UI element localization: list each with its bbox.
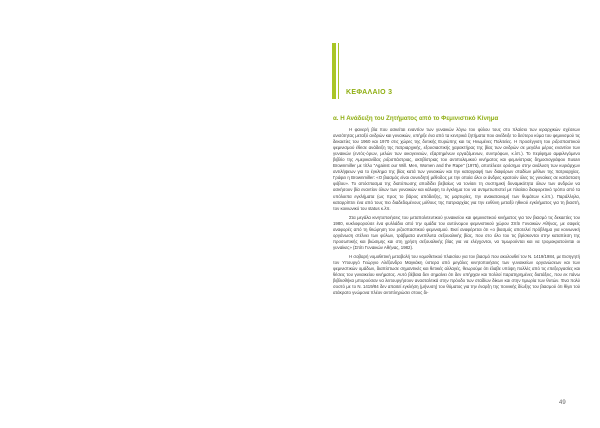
body-text xyxy=(333,127,580,296)
paragraph-3: Η σοβαρή νομοθετική μεταβολή του νομοθετικού πλαισίου για τον βιασμό που ακολουθεί τον Ν. 1419/1984, με Εισηγητή τον Υπουργό Γεώργιο Αλέξανδρο Μαγκάκη ύστερα από μεγάλες κινητοποιήσεις των γυναικείων οργανώσεων και των φεμινιστικών ομάδων, διαπίστωσε σημαντικές και θετικές αλλαγές, θεωρούμε ότι έλαβε υπόψη πολλές από τις επεξεργασίες και θέσεις του γυναικείου κινήματος. Αυτό βέβαια δεν σημαίνει ότι δεν υπήρχαν και πολλοί παρατηρημένες διατάξεις, που εκ πάνω βιβλιοθήκα μπορούσαν να λειτουργήσουν ανασταλτικά στην πρόοδο των σταδίων δίκων και στην τιμωρία των θυτών. Ένα πολύ σοστό με το Ν. 1419/84 δεν απαιτεί εγκλήση (μήνυση) του θύματος για την έναρξη της ποινικής δίωξης του βιασμού ότι θίγει τού ατάκρατο γνώμονα πλέον αντιπληρώσει στους δι- xyxy=(333,253,580,296)
chapter-label: ΚΕΦΑΛΑΙΟ 3 xyxy=(346,89,393,96)
page-number: 49 xyxy=(559,400,566,406)
section-title: α. Η Ανάδειξη του Ζητήματος από το Φεμινιστικό Κίνημα xyxy=(333,115,499,122)
chapter-accent-bar xyxy=(332,43,336,99)
paragraph-1: Η φανερή βία που ασκείται εναντίον των γυναικών λόγω του φύλου τους στο πλαίσιο των ιεραρχικών σχέσεων ανισότητας μεταξύ ανδρών και γυναικών, υπήρξε ένα από τα κεντρικά ζητήματα που ανέδειξε το δεύτερο κύμα του φεμινισμού τις δεκαετίες του 1960 και 1970 στις χώρες της δυτικής Ευρώπης και τις Ηνωμένες Πολιτείες. Η προσέγγιση του ριζοσπαστικού φεμινισμού έθεσε ανάδειξη της πατριαρχικής, εξουσιαστικής χαρακτήρας της βίας των ανδρών σε μεγάλο μέρος εναντίον των γυναικών (εντός-όρων, μελών των οικογενειών, εξαρτημένων εργαζόμενων, συντρόφων, κ.λπ.). Το περίφημο αμφιλεγόμενο βιβλίο της Αμερικανίδας ριζοσπάστριας, ακτιβίστριας του αντιπολεμικού κινήματος και φεμινίστριας δημοσιογράφου Susan Brownmiller με τίτλο "Against our Will. Men, Women and the Rape" (1975), αποτέλεσε ορόσημο στην ανάλυση των κυριάρχων αντιλήψεων για το έγκλημα της βίας κατά των γυναικών και την καταγραφή των διαφόρων σταδίων μέθων της πατριαρχίας. Γράφει η Brownmiller: «Ο βιασμός είναι συνειδητή μέθοδος με την οποία όλοι οι άνδρες κρατούν όλες τις γυναίκες σε κατάσταση φόβου». Το απόσπασμα της διατύπωσης αποδίδει βεβαίως να τονίσει τη συστημική δυναμικότητα όλων των ανδρών να ασκήσουν βία εναντίον όλων των γυναικών και κάλυψη το έγκλημα του να αντιμετωπιστεί με πλαίσιο διαφορετικό τρόπο από τα υπόλοιπα εγκλήματα (ως προς το βάρος απόδειξης, τις μαρτυρίες, την ανακατανομή των θυμάτων κ.λπ.). Παράλληλα, καταρρίπτει ένα από τους πιο διαδεδομένους μύθους της πατριαρχίας για την ευθύνη μεταξύ ηθικού εγκλήματος για τη βιαστή, τον κοινωνικό του status κ.λπ. xyxy=(333,127,581,211)
paragraph-2: Στα μεγάλα κινητοποιήσεις του μεταπολιτευτικού γυναικείου και φεμινιστικού κινήματος για τον βιασμό τις δεκαετίες του 1980, κυκλοφορούσε ένα φυλλάδιο από την ομάδα του αυτόνομου φεμινιστικού χώρου Σπίτι Γυναικών Αθήνας, με σαφείς αναφορές από τη θεώρηση του ριζοσπαστικού φεμινισμού. Εκεί αναφέρεται ότι «ο βιασμός αποτελεί πρόβλημα για κοινωνική οργάνωση στέλνει των φύλων, τράβματα ανεπίλυτα σεξουαλικής βίας, που στο όλο του τις βρίσκονται στην καταπίεση της προσωπικής και βιώσιμης και στη χρήση σεξουαλικής βίας για να ελέγχονται, να τιμωρούνται και να τρομοκρατούνται οι γυναίκες» (Σπίτι Γυναικών Αθήνας, 1982). xyxy=(333,214,580,250)
chapter-accent-rule xyxy=(338,43,339,99)
